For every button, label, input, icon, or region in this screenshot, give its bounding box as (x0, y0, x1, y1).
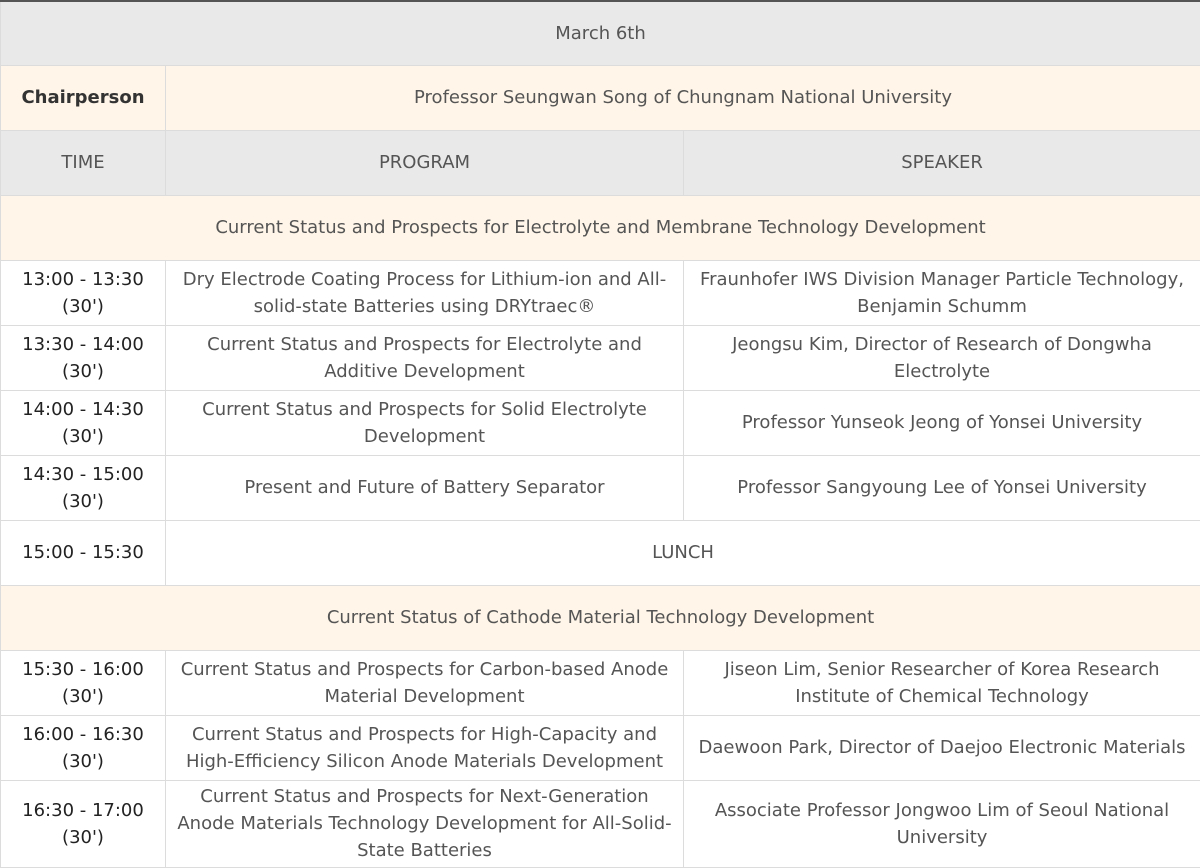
speaker-cell: Associate Professor Jongwoo Lim of Seoul National University (684, 780, 1200, 867)
lunch-label: LUNCH (166, 520, 1200, 585)
program-cell: Current Status and Prospects for High-Capacity and High-Efficiency Silicon Anode Materials Development (166, 715, 684, 780)
table-row (1, 780, 1200, 867)
chairperson-name: Professor Seungwan Song of Chungnam National University (166, 65, 1200, 130)
speaker-header: SPEAKER (684, 130, 1200, 195)
program-cell: Current Status and Prospects for Next-Generation Anode Materials Technology Development for All-Solid-State Batteries (166, 780, 684, 867)
session-header (1, 585, 1200, 650)
speaker-cell: Professor Yunseok Jeong of Yonsei University (684, 390, 1200, 455)
time-cell: 15:30 - 16:00 (30') (1, 650, 166, 715)
chairperson-row (1, 65, 1200, 130)
speaker-cell: Professor Sangyoung Lee of Yonsei University (684, 455, 1200, 520)
date-title: March 6th (1, 1, 1200, 65)
table-row (1, 325, 1200, 390)
session-title: Current Status of Cathode Material Technology Development (1, 585, 1200, 650)
program-header: PROGRAM (166, 130, 684, 195)
program-cell: Dry Electrode Coating Process for Lithium-ion and All-solid-state Batteries using DRYtraec® (166, 260, 684, 325)
time-cell: 13:00 - 13:30 (30') (1, 260, 166, 325)
program-cell: Current Status and Prospects for Electrolyte and Additive Development (166, 325, 684, 390)
time-header: TIME (1, 130, 166, 195)
column-header-row (1, 130, 1200, 195)
time-cell: 14:30 - 15:00 (30') (1, 455, 166, 520)
program-cell: Current Status and Prospects for Carbon-based Anode Material Development (166, 650, 684, 715)
speaker-cell: Jeongsu Kim, Director of Research of Dongwha Electrolyte (684, 325, 1200, 390)
time-cell: 13:30 - 14:00 (30') (1, 325, 166, 390)
chairperson-label: Chairperson (1, 65, 166, 130)
speaker-cell: Daewoon Park, Director of Daejoo Electronic Materials (684, 715, 1200, 780)
time-cell: 16:30 - 17:00 (30') (1, 780, 166, 867)
date-row (1, 1, 1200, 65)
program-cell: Present and Future of Battery Separator (166, 455, 684, 520)
speaker-cell: Fraunhofer IWS Division Manager Particle Technology, Benjamin Schumm (684, 260, 1200, 325)
time-cell: 14:00 - 14:30 (30') (1, 390, 166, 455)
table-row (1, 715, 1200, 780)
table-row (1, 455, 1200, 520)
time-cell: 16:00 - 16:30 (30') (1, 715, 166, 780)
table-row (1, 650, 1200, 715)
table-row (1, 260, 1200, 325)
program-cell: Current Status and Prospects for Solid Electrolyte Development (166, 390, 684, 455)
table-row (1, 390, 1200, 455)
session-title: Current Status and Prospects for Electrolyte and Membrane Technology Development (1, 195, 1200, 260)
lunch-row (1, 520, 1200, 585)
lunch-time: 15:00 - 15:30 (1, 520, 166, 585)
session-header (1, 195, 1200, 260)
speaker-cell: Jiseon Lim, Senior Researcher of Korea Research Institute of Chemical Technology (684, 650, 1200, 715)
